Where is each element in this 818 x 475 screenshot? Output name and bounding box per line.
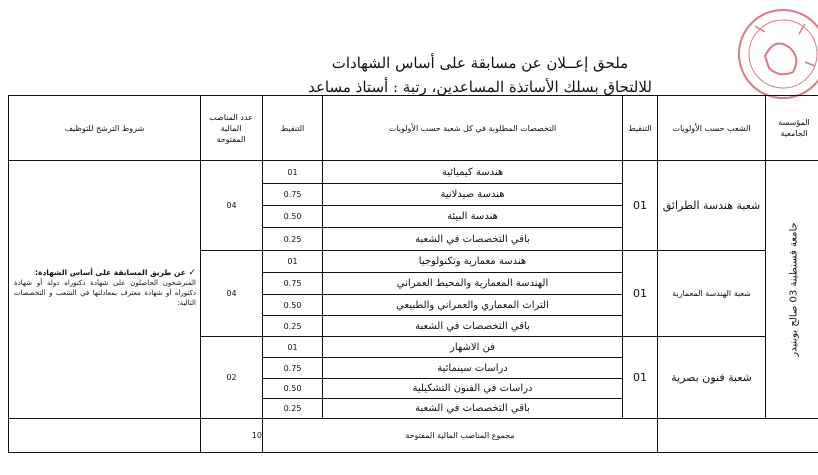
total-label: مجموع المناصب المالية المفتوحة bbox=[405, 431, 515, 440]
specialty-name: هندسة كيميائية bbox=[441, 166, 504, 178]
specialty-rating: 01 bbox=[287, 342, 298, 352]
branch-name: شعبة هندسة الطرائق bbox=[662, 199, 761, 212]
check-icon: ✓ bbox=[188, 268, 196, 278]
page-title: ملحق إعــلان عن مسابقة على أساس الشهادات bbox=[331, 54, 629, 72]
branch-name: شعبة فنون بصرية bbox=[671, 371, 752, 384]
header-specialties: التخصصات المطلوبة في كل شعبة حسب الأولويات bbox=[388, 123, 557, 133]
header-spec-rating: التنقيط bbox=[280, 123, 305, 133]
specialty-name: التراث المعماري والعمراني والطبيعي bbox=[396, 299, 549, 311]
institution-cell bbox=[766, 161, 818, 418]
specialty-name: هندسة صيدلانية bbox=[440, 189, 505, 200]
specialty-name: دراسات في الفنون التشكيلية bbox=[412, 383, 533, 394]
specialty-name: باقي التخصصات في الشعبة bbox=[415, 320, 530, 332]
positions-count: 02 bbox=[226, 373, 237, 382]
branch-rating: 01 bbox=[633, 287, 647, 300]
header-institution: المؤسسة الجامعية bbox=[778, 118, 810, 138]
header-branch-rating: التنقيط bbox=[628, 123, 652, 133]
specialty-rating: 0.75 bbox=[283, 363, 302, 373]
specialty-name: دراسات سينمائية bbox=[437, 362, 508, 374]
specialty-rating: 0.25 bbox=[283, 404, 302, 413]
branch-rating: 01 bbox=[633, 199, 647, 212]
specialty-rating: 0.50 bbox=[283, 300, 302, 310]
specialty-rating: 0.75 bbox=[283, 190, 302, 199]
specialty-rating: 0.75 bbox=[283, 279, 302, 288]
specialty-rating: 01 bbox=[287, 257, 298, 266]
positions-count: 04 bbox=[226, 289, 237, 298]
header-conditions: شروط الترشح للتوظيف bbox=[64, 123, 145, 133]
specialty-rating: 01 bbox=[287, 167, 298, 177]
specialty-name: باقي التخصصات في الشعبة bbox=[415, 233, 530, 245]
total-value: 10 bbox=[251, 431, 262, 440]
header-positions: عدد المناصب المالية المفتوحة bbox=[209, 112, 253, 144]
specialty-name: الهندسة المعمارية والمحيط العمراني bbox=[396, 278, 549, 289]
branch-rating: 01 bbox=[633, 371, 647, 384]
specialty-name: هندسة معمارية وتكنولوجيا bbox=[418, 256, 527, 267]
specialty-name: باقي التخصصات في الشعبة bbox=[415, 403, 530, 414]
conditions-cell bbox=[14, 268, 196, 308]
specialty-rating: 0.25 bbox=[283, 321, 302, 331]
specialty-rating: 0.50 bbox=[283, 384, 302, 393]
institution-name: جامعة قسنطينة 03 صالح بوبنيدر bbox=[788, 222, 800, 357]
branch-name: شعبة الهندسة المعمارية bbox=[672, 289, 751, 298]
specialty-rating: 0.50 bbox=[283, 212, 302, 221]
conditions-body: المترشحون الحاصلون على شهادة دكتوراه دولة أو شهادة دكتوراه أو شهادة معترف بمعادلتها في الشعب و التخصصات التالية: bbox=[14, 279, 196, 307]
specialty-name: فن الاشهار bbox=[450, 341, 495, 353]
specialty-name: هندسة البيئة bbox=[447, 211, 498, 222]
positions-count: 04 bbox=[226, 201, 237, 210]
page-subtitle: للالتحاق بسلك الأساتذة المساعدين، رتبة : أستاذ مساعد bbox=[308, 78, 652, 96]
specialty-rating: 0.25 bbox=[283, 234, 302, 244]
conditions-title: ✓ عن طريق المسابقة على أساس الشهادة: bbox=[35, 268, 196, 278]
header-branch: الشعب حسب الأولويات bbox=[672, 123, 751, 133]
